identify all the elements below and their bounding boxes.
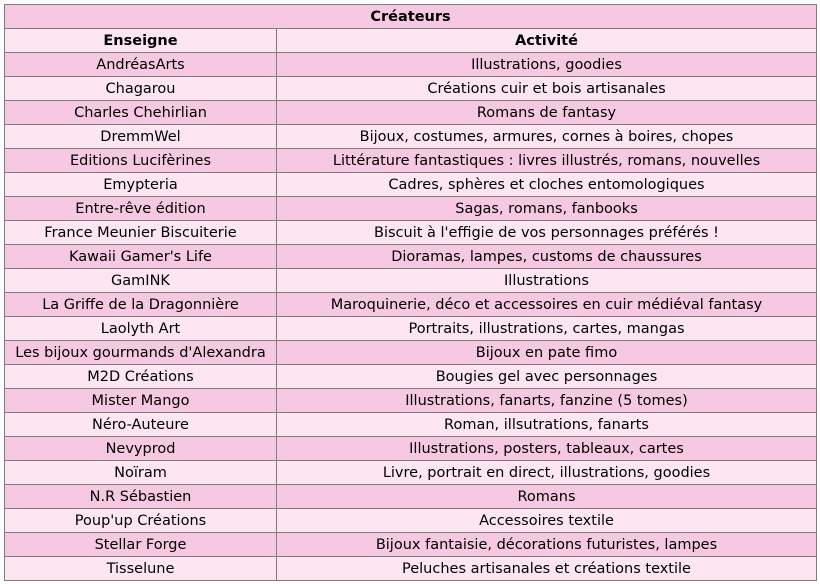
cell-activite: Accessoires textile [277, 509, 817, 533]
cell-enseigne: Tisselune [5, 557, 277, 581]
creators-table [4, 4, 817, 581]
cell-activite: Romans de fantasy [277, 101, 817, 125]
table-row [5, 341, 817, 365]
cell-enseigne: Les bijoux gourmands d'Alexandra [5, 341, 277, 365]
cell-enseigne: GamINK [5, 269, 277, 293]
cell-enseigne: Mister Mango [5, 389, 277, 413]
table-row [5, 413, 817, 437]
cell-activite: Créations cuir et bois artisanales [277, 77, 817, 101]
cell-enseigne: N.R Sébastien [5, 485, 277, 509]
column-header-activite: Activité [277, 29, 817, 53]
table-row [5, 197, 817, 221]
cell-activite: Peluches artisanales et créations textile [277, 557, 817, 581]
cell-activite: Illustrations, fanarts, fanzine (5 tomes) [277, 389, 817, 413]
table-header-row [5, 29, 817, 53]
cell-activite: Bijoux en pate fimo [277, 341, 817, 365]
cell-enseigne: Chagarou [5, 77, 277, 101]
table-row [5, 245, 817, 269]
cell-activite: Romans [277, 485, 817, 509]
table-row [5, 173, 817, 197]
cell-activite: Cadres, sphères et cloches entomologiques [277, 173, 817, 197]
table-row [5, 101, 817, 125]
cell-activite: Livre, portrait en direct, illustrations, goodies [277, 461, 817, 485]
cell-enseigne: AndréasArts [5, 53, 277, 77]
cell-activite: Illustrations, goodies [277, 53, 817, 77]
table-row [5, 485, 817, 509]
cell-enseigne: Charles Chehirlian [5, 101, 277, 125]
table-row [5, 269, 817, 293]
column-header-enseigne: Enseigne [5, 29, 277, 53]
cell-activite: Illustrations, posters, tableaux, cartes [277, 437, 817, 461]
table-row [5, 125, 817, 149]
table-row [5, 533, 817, 557]
cell-enseigne: Noïram [5, 461, 277, 485]
table-row [5, 317, 817, 341]
cell-enseigne: Entre-rêve édition [5, 197, 277, 221]
table-row [5, 149, 817, 173]
cell-enseigne: Stellar Forge [5, 533, 277, 557]
table-row [5, 437, 817, 461]
cell-enseigne: Poup'up Créations [5, 509, 277, 533]
cell-enseigne: France Meunier Biscuiterie [5, 221, 277, 245]
cell-activite: Bougies gel avec personnages [277, 365, 817, 389]
cell-activite: Bijoux, costumes, armures, cornes à boires, chopes [277, 125, 817, 149]
cell-enseigne: Emypteria [5, 173, 277, 197]
table-row [5, 221, 817, 245]
cell-activite: Roman, illsutrations, fanarts [277, 413, 817, 437]
cell-activite: Biscuit à l'effigie de vos personnages préférés ! [277, 221, 817, 245]
table-row [5, 509, 817, 533]
cell-enseigne: DremmWel [5, 125, 277, 149]
cell-enseigne: Néro-Auteure [5, 413, 277, 437]
cell-enseigne: M2D Créations [5, 365, 277, 389]
cell-enseigne: Laolyth Art [5, 317, 277, 341]
cell-activite: Maroquinerie, déco et accessoires en cuir médiéval fantasy [277, 293, 817, 317]
table-title: Créateurs [5, 5, 817, 29]
table-row [5, 461, 817, 485]
table-body [5, 53, 817, 581]
cell-activite: Littérature fantastiques : livres illustrés, romans, nouvelles [277, 149, 817, 173]
table-row [5, 365, 817, 389]
cell-activite: Sagas, romans, fanbooks [277, 197, 817, 221]
cell-activite: Bijoux fantaisie, décorations futuristes, lampes [277, 533, 817, 557]
cell-activite: Portraits, illustrations, cartes, mangas [277, 317, 817, 341]
cell-enseigne: Kawaii Gamer's Life [5, 245, 277, 269]
cell-activite: Dioramas, lampes, customs de chaussures [277, 245, 817, 269]
cell-enseigne: Nevyprod [5, 437, 277, 461]
cell-enseigne: La Griffe de la Dragonnière [5, 293, 277, 317]
cell-activite: Illustrations [277, 269, 817, 293]
table-row [5, 77, 817, 101]
table-row [5, 293, 817, 317]
table-title-row [5, 5, 817, 29]
table-row [5, 557, 817, 581]
table-row [5, 53, 817, 77]
table-row [5, 389, 817, 413]
cell-enseigne: Editions Lucifèrines [5, 149, 277, 173]
